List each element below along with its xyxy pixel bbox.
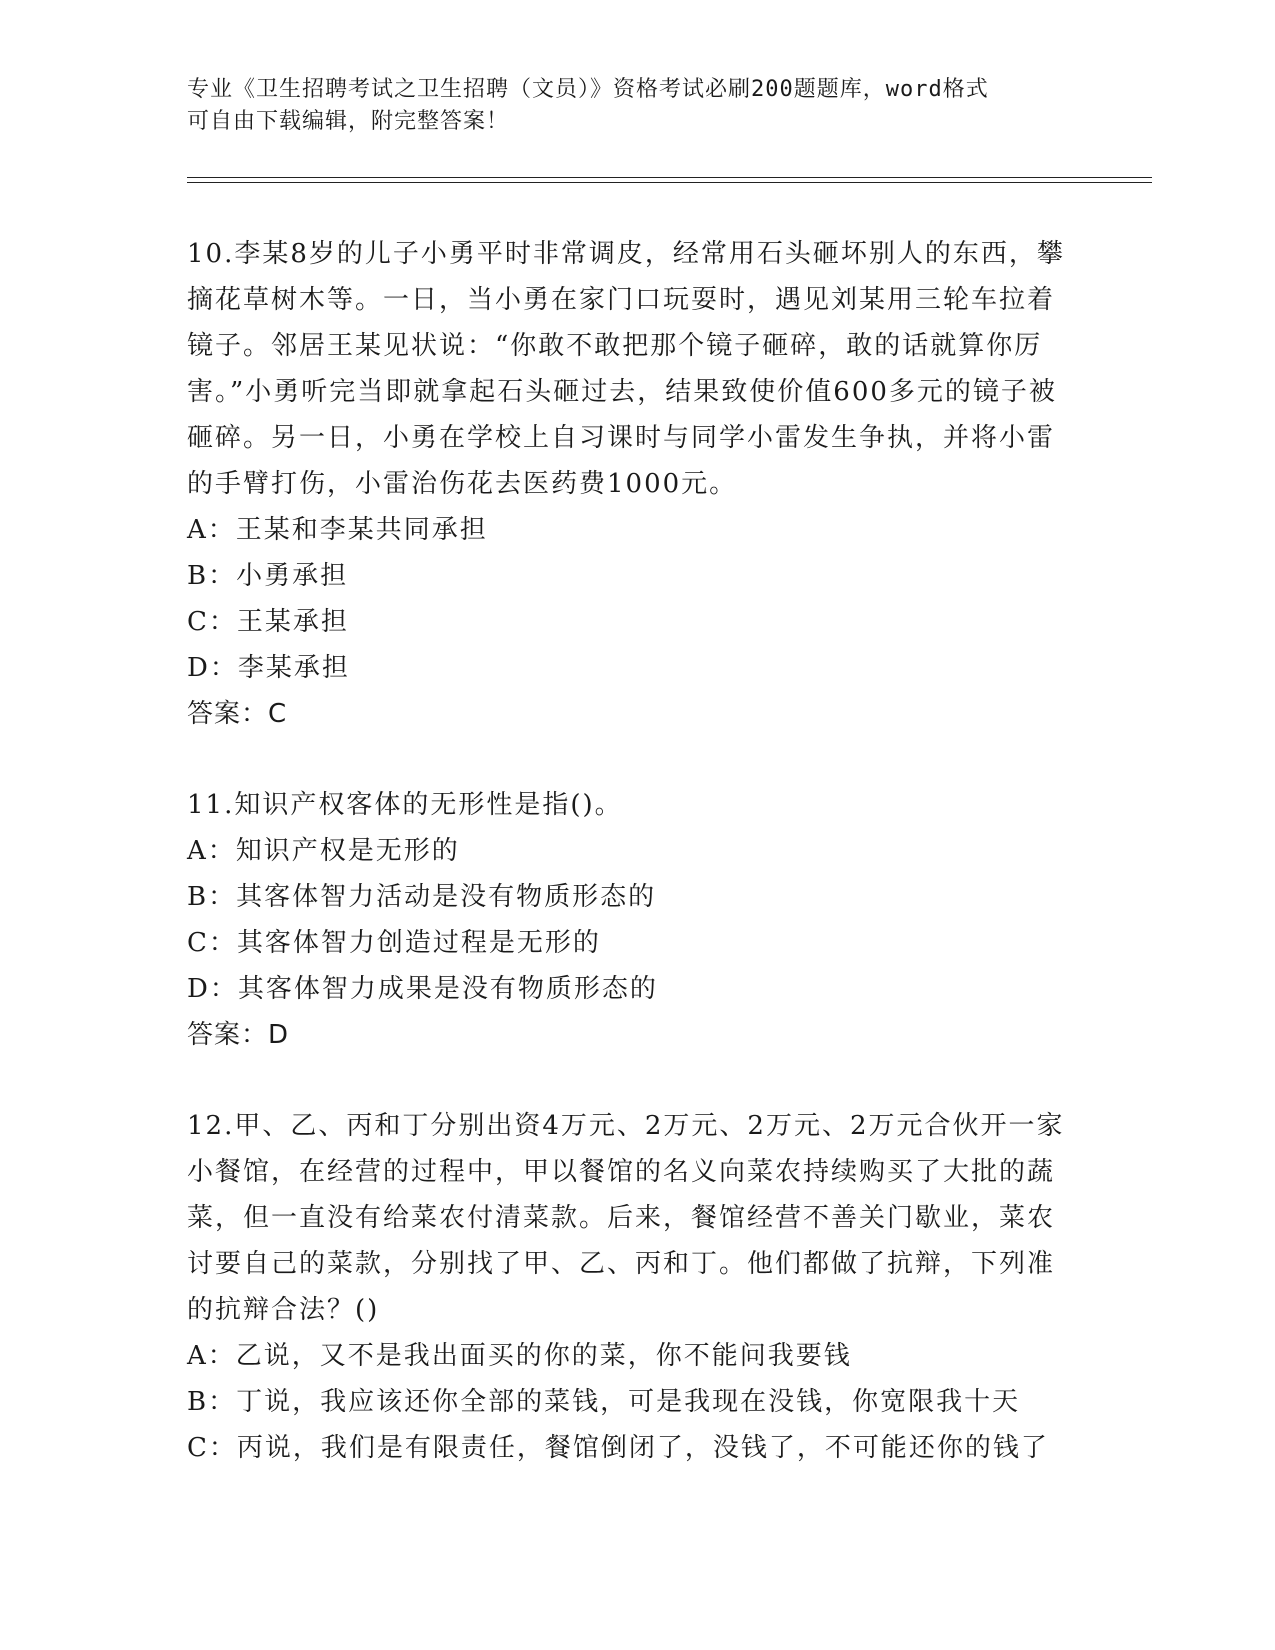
- option-b: B：小勇承担: [187, 561, 349, 591]
- answer-line: 答案：D: [187, 1020, 290, 1050]
- option-d: D：其客体智力成果是没有物质形态的: [187, 974, 658, 1004]
- question-spacer: [187, 1058, 1082, 1103]
- question-10: [187, 231, 1082, 737]
- option-a: A：乙说，又不是我出面买的你的菜，你不能问我要钱: [187, 1341, 852, 1371]
- option-c: C：王某承担: [187, 607, 349, 637]
- question-stem: 12.甲、乙、丙和丁分别出资4万元、2万元、2万元、2万元合伙开一家小餐馆，在经营的过程中，甲以餐馆的名义向菜农持续购买了大批的蔬菜，但一直没有给菜农付清菜款。后来，餐馆经营不善关门歇业，菜农讨要自己的菜款，分别找了甲、乙、丙和丁。他们都做了抗辩，下列准的抗辩合法？(): [187, 1111, 1065, 1325]
- question-11: [187, 782, 1082, 1058]
- question-spacer: [187, 737, 1082, 782]
- option-d: D：李某承担: [187, 653, 350, 683]
- option-b: B：其客体智力活动是没有物质形态的: [187, 882, 657, 912]
- header-line-2: 可自由下载编辑，附完整答案！: [187, 109, 510, 134]
- header-rule-bottom: [187, 182, 1152, 183]
- option-c: C：其客体智力创造过程是无形的: [187, 928, 601, 958]
- header-line-1: 专业《卫生招聘考试之卫生招聘（文员）》资格考试必刷200题题库，word格式: [187, 77, 989, 102]
- question-stem: 10.李某8岁的儿子小勇平时非常调皮，经常用石头砸坏别人的东西，攀摘花草树木等。一日，当小勇在家门口玩耍时，遇见刘某用三轮车拉着镜子。邻居王某见状说：“你敢不敢把那个镜子砸碎，敢的话就算你厉害。”小勇听完当即就拿起石头砸过去，结果致使价值600多元的镜子被砸碎。另一日，小勇在学校上自习课时与同学小雷发生争执，并将小雷的手臂打伤，小雷治伤花去医药费1000元。: [187, 239, 1065, 499]
- option-b: B：丁说，我应该还你全部的菜钱，可是我现在没钱，你宽限我十天: [187, 1387, 1021, 1417]
- question-12: [187, 1103, 1082, 1471]
- option-c: C：丙说，我们是有限责任，餐馆倒闭了，没钱了，不可能还你的钱了: [187, 1433, 1049, 1463]
- option-a: A：王某和李某共同承担: [187, 515, 488, 545]
- option-a: A：知识产权是无形的: [187, 836, 460, 866]
- header-rule-top: [187, 177, 1152, 178]
- document-header: [187, 74, 1067, 138]
- question-stem: 11.知识产权客体的无形性是指()。: [187, 790, 623, 820]
- question-list: [187, 231, 1082, 1471]
- answer-line: 答案：C: [187, 699, 288, 729]
